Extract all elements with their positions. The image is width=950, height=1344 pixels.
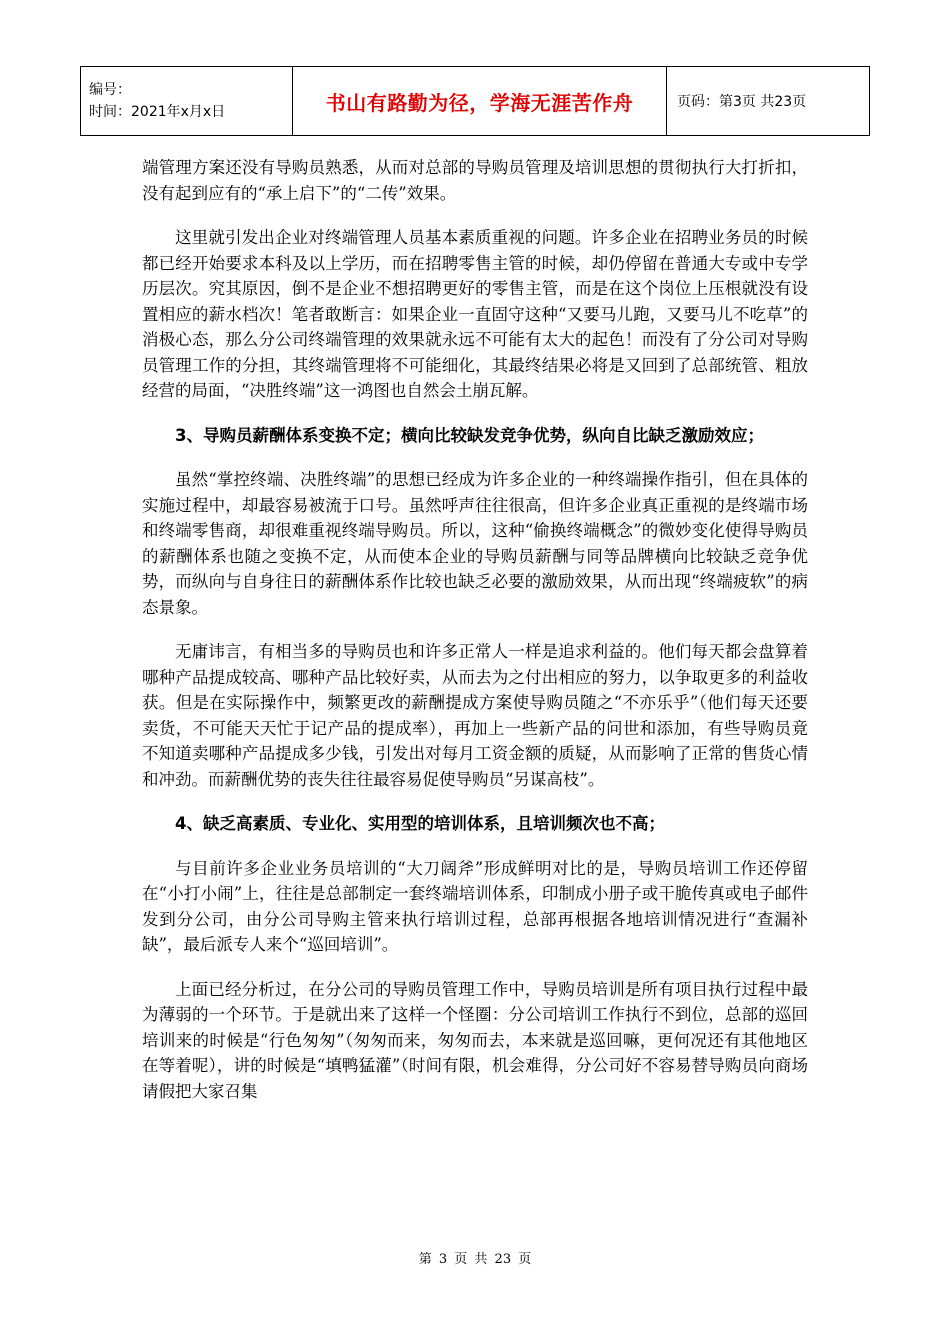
header-motto: 书山有路勤为径，学海无涯苦作舟: [293, 67, 667, 136]
header-page-info: 页码：第3页 共23页: [667, 67, 870, 136]
paragraph: 无庸讳言，有相当多的导购员也和许多正常人一样是追求利益的。他们每天都会盘算着哪种产品提成较高、哪种产品比较好卖，从而去为之付出相应的努力，以争取更多的利益收获。但是在实际操作中，频繁更改的薪酬提成方案使导购员随之“不亦乐乎”（他们每天还要卖货，不可能天天忙于记产品的提成率），再加上一些新产品的问世和添加，有些导购员竟不知道卖哪种产品提成多少钱，引发出对每月工资金额的质疑，从而影响了正常的售货心情和冲劲。而薪酬优势的丧失往往最容易促使导购员“另谋高枝”。: [142, 642, 808, 789]
section-heading-4: 4、缺乏高素质、专业化、实用型的培训体系，且培训频次也不高；: [175, 814, 665, 833]
page-footer: 第 3 页 共 23 页: [418, 1252, 532, 1267]
document-date-label: 时间：2021年x月x日: [89, 104, 226, 120]
header-meta-cell: [81, 67, 293, 136]
document-body: [142, 155, 808, 1104]
paragraph: 虽然“掌控终端、决胜终端”的思想已经成为许多企业的一种终端操作指引，但在具体的实施过程中，却最容易被流于口号。虽然呼声往往很高，但许多企业真正重视的是终端市场和终端零售商，却很难重视终端导购员。所以，这种“偷换终端概念”的微妙变化使得导购员的薪酬体系也随之变换不定，从而使本企业的导购员薪酬与同等品牌横向比较缺乏竞争优势，而纵向与自身往日的薪酬体系作比较也缺乏必要的激励效果，从而出现“终端疲软”的病态景象。: [142, 470, 808, 617]
paragraph: 与目前许多企业业务员培训的“大刀阔斧”形成鲜明对比的是，导购员培训工作还停留在“小打小闹”上，往往是总部制定一套终端培训体系，印制成小册子或干脆传真或电子邮件发到分公司，由分公司导购主管来执行培训过程，总部再根据各地培训情况进行“查漏补缺”，最后派专人来个“巡回培训”。: [142, 858, 808, 954]
header-table: [80, 66, 870, 136]
section-heading-3: 3、导购员薪酬体系变换不定；横向比较缺发竞争优势，纵向自比缺乏激励效应；: [175, 425, 764, 445]
document-number-label: 编号：: [89, 82, 131, 98]
paragraph: 上面已经分析过，在分公司的导购员管理工作中，导购员培训是所有项目执行过程中最为薄弱的一个环节。于是就出来了这样一个怪圈：分公司培训工作执行不到位，总部的巡回培训来的时候是“行色匆匆”（匆匆而来，匆匆而去，本来就是巡回嘛，更何况还有其他地区在等着呢），讲的时候是“填鸭猛灌”（时间有限，机会难得，分公司好不容易替导购员向商场请假把大家召集: [142, 979, 808, 1101]
paragraph: 这里就引发出企业对终端管理人员基本素质重视的问题。许多企业在招聘业务员的时候都已经开始要求本科及以上学历，而在招聘零售主管的时候，却仍停留在普通大专或中专学历层次。究其原因，倒不是企业不想招聘更好的零售主管，而是在这个岗位上压根就没有设置相应的薪水档次！笔者敢断言：如果企业一直固守这种“又要马儿跑，又要马儿不吃草”的消极心态，那么分公司终端管理的效果就永远不可能有太大的起色！而没有了分公司对导购员管理工作的分担，其终端管理将不可能细化，其最终结果必将是又回到了总部统管、粗放经营的局面，“决胜终端”这一鸿图也自然会土崩瓦解。: [142, 228, 808, 400]
paragraph-continued: 端管理方案还没有导购员熟悉，从而对总部的导购员管理及培训思想的贯彻执行大打折扣，没有起到应有的“承上启下”的“二传”效果。: [142, 158, 808, 203]
